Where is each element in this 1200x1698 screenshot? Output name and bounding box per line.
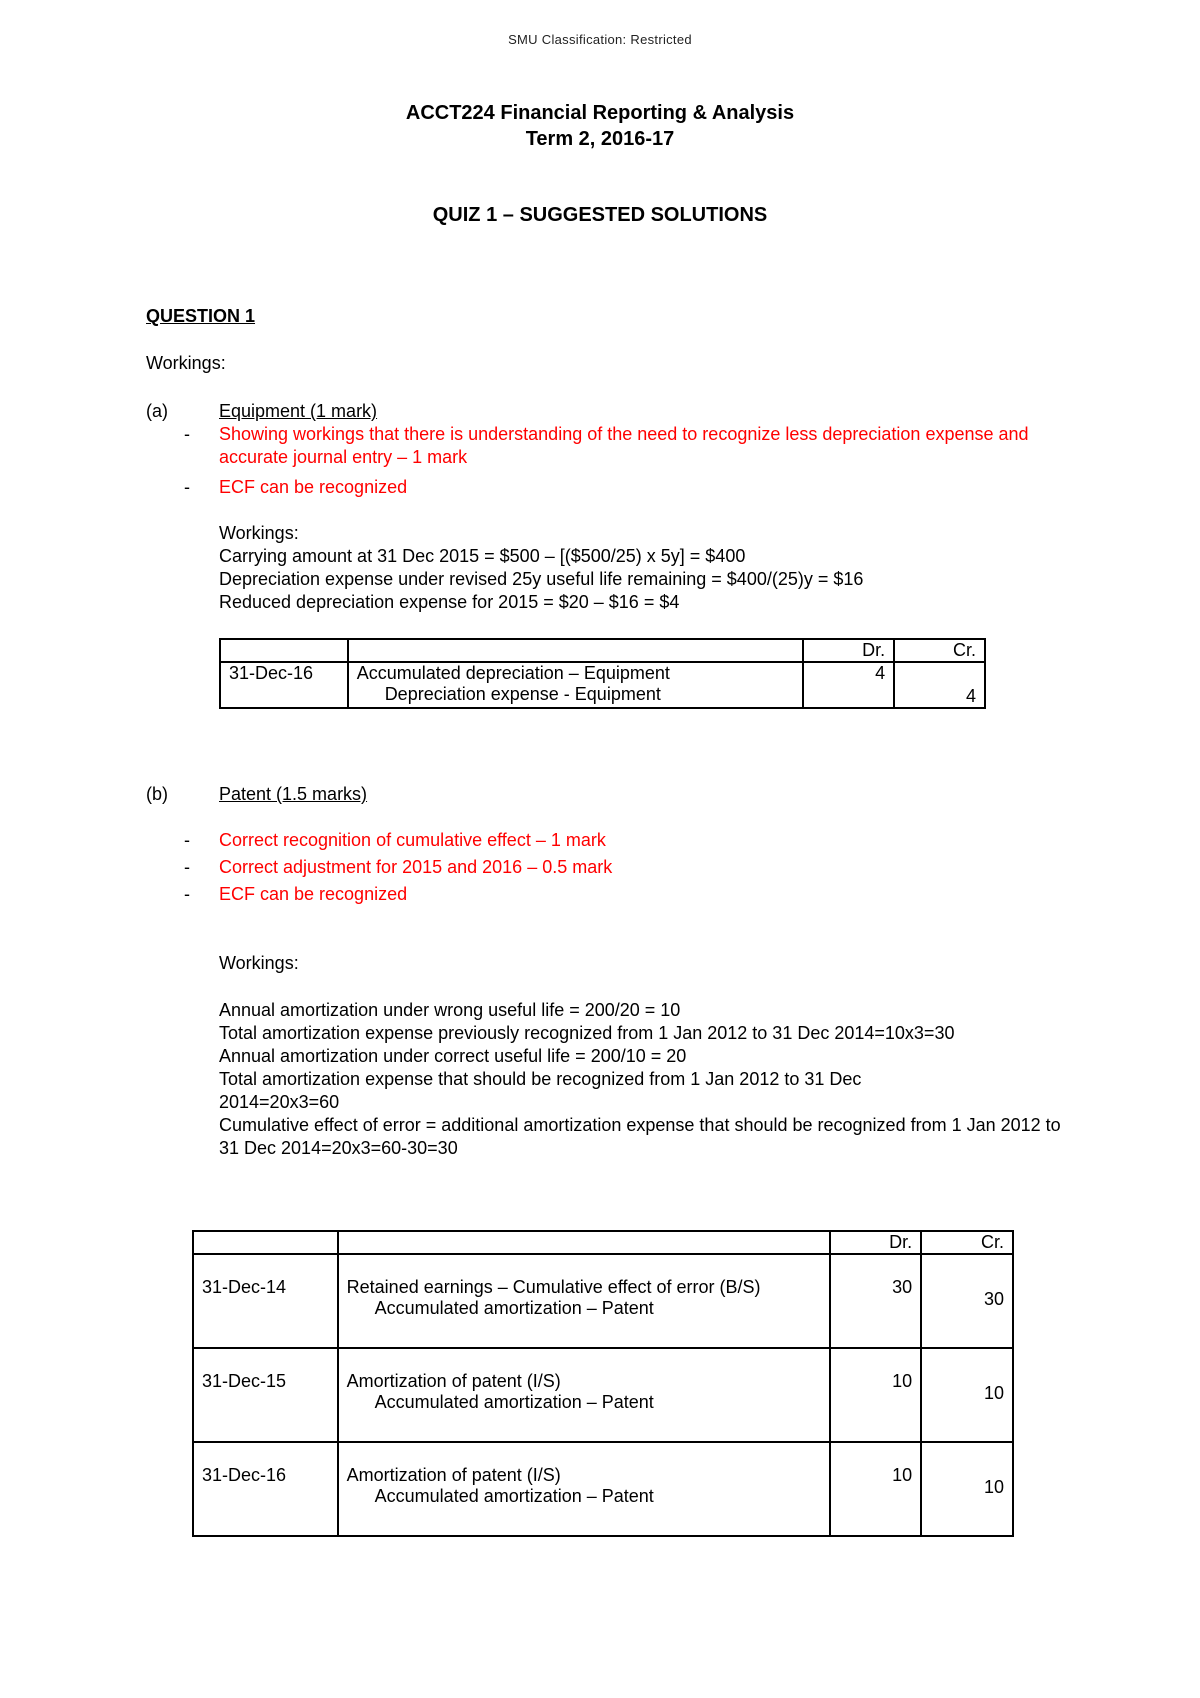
entry-date: 31-Dec-16 bbox=[193, 1442, 338, 1536]
header-cell bbox=[348, 639, 804, 662]
entry-accounts bbox=[338, 1348, 831, 1442]
header-cell bbox=[220, 639, 348, 662]
table-row bbox=[193, 1348, 1013, 1442]
entry-accounts bbox=[338, 1442, 831, 1536]
header-cell bbox=[338, 1231, 831, 1254]
part-b-working-line: Total amortization expense that should be recognized from 1 Jan 2012 to 31 Dec 2014=20x3=60 bbox=[219, 1069, 862, 1112]
table-row bbox=[193, 1254, 1013, 1348]
term-title: Term 2, 2016-17 bbox=[525, 128, 675, 150]
header-cell bbox=[193, 1231, 338, 1254]
debit-account: Accumulated depreciation – Equipment bbox=[356, 663, 670, 683]
title-block bbox=[0, 100, 1200, 152]
entry-dr: 10 bbox=[830, 1348, 921, 1442]
part-b-bullet-1: Correct recognition of cumulative effect – 1 mark bbox=[219, 830, 606, 850]
header-dr: Dr. bbox=[830, 1231, 921, 1254]
part-b-working-line: Annual amortization under wrong useful life = 200/20 = 10 bbox=[219, 1000, 681, 1020]
classification-label: SMU Classification: Restricted bbox=[508, 32, 692, 47]
entry-date: 31-Dec-15 bbox=[193, 1348, 338, 1442]
entry-cr: 10 bbox=[921, 1442, 1013, 1536]
header-cr: Cr. bbox=[921, 1231, 1013, 1254]
entry-accounts bbox=[338, 1254, 831, 1348]
part-b-working-line: Total amortization expense previously recognized from 1 Jan 2012 to 31 Dec 2014=10x3=30 bbox=[219, 1023, 955, 1043]
credit-account: Accumulated amortization – Patent bbox=[374, 1298, 654, 1318]
part-a-working-line: Carrying amount at 31 Dec 2015 = $500 – [($500/25) x 5y] = $400 bbox=[219, 546, 746, 566]
bullet-marker: - bbox=[184, 830, 190, 850]
course-title: ACCT224 Financial Reporting & Analysis bbox=[405, 102, 795, 124]
part-b-working-line: Cumulative effect of error = additional amortization expense that should be recognized from 1 Jan 2012 to 31 Dec 2014=20x3=60-30=30 bbox=[219, 1115, 1061, 1158]
table-row bbox=[193, 1442, 1013, 1536]
part-a-workings-label: Workings: bbox=[219, 523, 299, 543]
entry-cr: 30 bbox=[921, 1254, 1013, 1348]
header-dr: Dr. bbox=[803, 639, 894, 662]
part-a-working-line: Depreciation expense under revised 25y useful life remaining = $400/(25)y = $16 bbox=[219, 569, 864, 589]
credit-account: Accumulated amortization – Patent bbox=[374, 1392, 654, 1412]
entry-dr: 4 bbox=[803, 662, 894, 708]
bullet-marker: - bbox=[184, 477, 190, 497]
part-a-label: (a) bbox=[146, 401, 168, 421]
debit-account: Amortization of patent (I/S) bbox=[346, 1465, 561, 1485]
bullet-marker: - bbox=[184, 857, 190, 877]
bullet-marker: - bbox=[184, 884, 190, 904]
workings-label: Workings: bbox=[146, 353, 226, 373]
entry-date: 31-Dec-14 bbox=[193, 1254, 338, 1348]
table-header-row bbox=[220, 639, 985, 662]
entry-cr: 10 bbox=[921, 1348, 1013, 1442]
debit-account: Retained earnings – Cumulative effect of error (B/S) bbox=[346, 1277, 761, 1297]
entry-accounts bbox=[348, 662, 804, 708]
table-row bbox=[220, 662, 985, 708]
entry-cr: 4 bbox=[894, 662, 985, 708]
bullet-marker: - bbox=[184, 424, 190, 444]
part-a-journal-table bbox=[219, 638, 986, 709]
quiz-title: QUIZ 1 – SUGGESTED SOLUTIONS bbox=[432, 204, 768, 226]
entry-dr: 30 bbox=[830, 1254, 921, 1348]
part-b-label: (b) bbox=[146, 784, 168, 804]
entry-date: 31-Dec-16 bbox=[220, 662, 348, 708]
part-b-journal-table bbox=[192, 1230, 1014, 1537]
part-b-bullet-2: Correct adjustment for 2015 and 2016 – 0.5 mark bbox=[219, 857, 613, 877]
part-b-title: Patent (1.5 marks) bbox=[219, 784, 368, 804]
part-a-bullet-2: ECF can be recognized bbox=[219, 477, 408, 497]
part-b-workings-label: Workings: bbox=[219, 953, 299, 973]
part-a-working-line: Reduced depreciation expense for 2015 = $20 – $16 = $4 bbox=[219, 592, 680, 612]
part-a-bullet-1: Showing workings that there is understanding of the need to recognize less depreciation expense and accurate journal entry – 1 mark bbox=[219, 424, 1029, 467]
header-cr: Cr. bbox=[894, 639, 985, 662]
entry-dr: 10 bbox=[830, 1442, 921, 1536]
part-a-title: Equipment (1 mark) bbox=[219, 401, 378, 421]
part-b-bullet-3: ECF can be recognized bbox=[219, 884, 408, 904]
question-heading: QUESTION 1 bbox=[146, 306, 256, 326]
part-b-working-line: Annual amortization under correct useful life = 200/10 = 20 bbox=[219, 1046, 687, 1066]
debit-account: Amortization of patent (I/S) bbox=[346, 1371, 561, 1391]
table-header-row bbox=[193, 1231, 1013, 1254]
credit-account: Accumulated amortization – Patent bbox=[374, 1486, 654, 1506]
credit-account: Depreciation expense - Equipment bbox=[384, 684, 661, 704]
